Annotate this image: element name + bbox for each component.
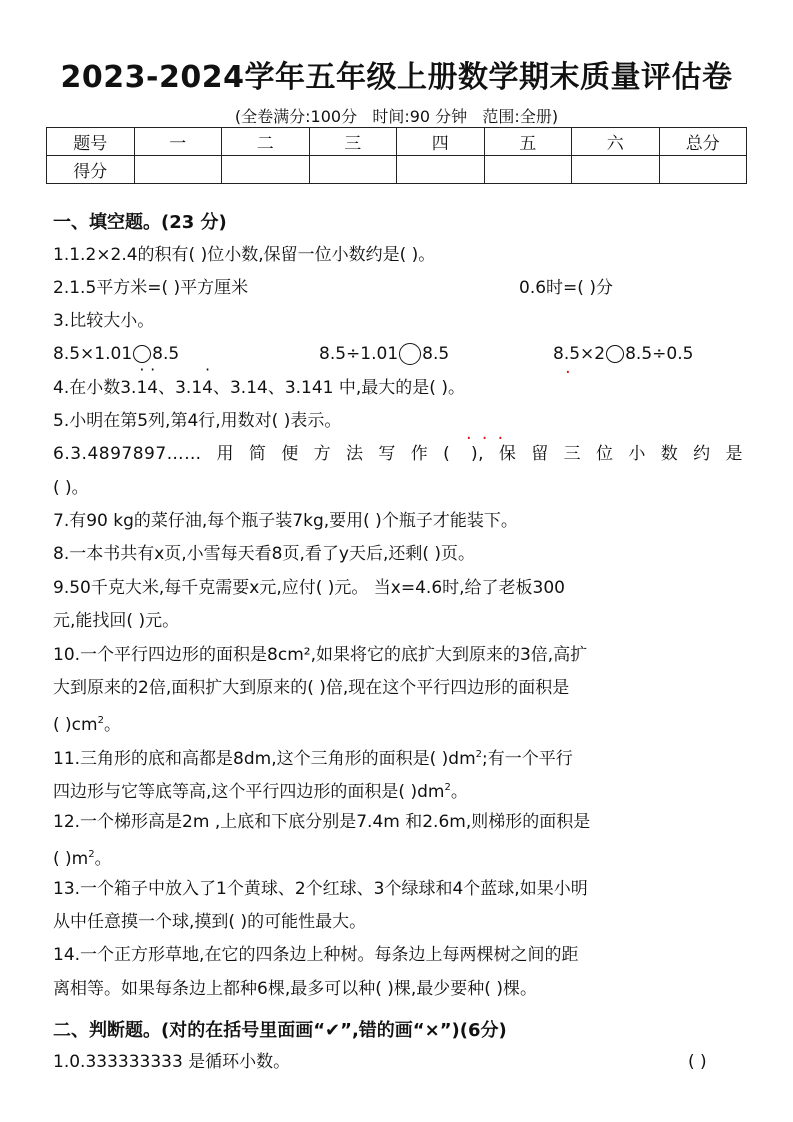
question-5: 5.小明在第5列,第4行,用数对( )表示。 — [53, 411, 342, 431]
judgement-question-1-text: 1.0.333333333 是循环小数。 — [53, 1052, 291, 1072]
question-12-line-2-end: 。 — [94, 849, 112, 869]
exam-title: 2023-2024学年五年级上册数学期末质量评估卷 — [60, 60, 733, 95]
question-2 — [53, 276, 743, 300]
score-input-cell[interactable] — [134, 156, 222, 184]
comparison-c-right: 8.5÷0.5 — [625, 344, 694, 364]
score-input-cell[interactable] — [484, 156, 572, 184]
compare-circle-icon[interactable] — [606, 345, 624, 363]
question-12-line-2-text: ( )m — [53, 849, 89, 869]
question-14-line-2: 离相等。如果每条边上都种6棵,最多可以种( )棵,最少要种( )棵。 — [53, 979, 537, 999]
comparison-b-right: 8.5 — [422, 344, 450, 364]
score-table-header-cell: 五 — [484, 128, 572, 156]
question-3: 3.比较大小。 — [53, 311, 155, 331]
question-11-line-1-text: 11.三角形的底和高都是8dm,这个三角形的面积是( )dm — [53, 749, 476, 769]
question-11-line-2-text: 四边形与它等底等高,这个平行四边形的面积是( )dm — [53, 782, 445, 802]
question-12-line-1: 12.一个梯形高是2m ,上底和下底分别是7.4m 和2.6m,则梯形的面积是 — [53, 812, 591, 832]
comparison-a — [53, 342, 179, 366]
repeating-digit: · 4 — [202, 376, 213, 400]
question-11-line-1-end: ;有一个平行 — [482, 749, 573, 769]
question-7: 7.有90 kg的菜仔油,每个瓶子装7kg,要用( )个瓶子才能装下。 — [53, 511, 518, 531]
answer-bracket[interactable]: ( ) — [688, 1052, 707, 1072]
section-2-title: 二、判断题。(对的在括号里面画“✔”,错的画“×”)(6分) — [53, 1020, 507, 1041]
score-input-cell[interactable] — [659, 156, 747, 184]
question-13-line-2: 从中任意摸一个球,摸到( )的可能性最大。 — [53, 912, 367, 932]
question-12-line-2 — [53, 843, 743, 871]
comparison-b-left: 8.5÷1.01 — [319, 344, 399, 364]
score-table-header-cell: 三 — [309, 128, 397, 156]
comparison-b — [319, 342, 449, 366]
question-6-line-1: 6.3.4897897……用简便方法写作( ),保留三位小数约是 — [53, 444, 743, 464]
score-table-header-cell: 二 — [222, 128, 310, 156]
score-input-cell[interactable] — [572, 156, 660, 184]
repeating-digit: · 4 — [147, 376, 158, 400]
question-11-line-1 — [53, 743, 743, 771]
judgement-question-1 — [53, 1050, 743, 1074]
question-6-line-2: ( )。 — [53, 478, 89, 498]
score-table-header-row — [47, 128, 747, 156]
question-10-line-3-end: 。 — [103, 715, 121, 735]
question-10-line-2: 大到原来的2倍,面积扩大到原来的( )倍,现在这个平行四边形的面积是 — [53, 678, 570, 698]
score-table — [46, 127, 747, 184]
score-table-header-cell: 总分 — [659, 128, 747, 156]
exam-subtitle: (全卷满分:100分 时间:90 分钟 范围:全册) — [234, 107, 559, 126]
red-dots-mark: ··· — [466, 428, 514, 449]
score-table-header-cell: 六 — [572, 128, 660, 156]
question-10-line-3-text: ( )cm — [53, 715, 98, 735]
question-13-line-1: 13.一个箱子中放入了1个黄球、2个红球、3个绿球和4个蓝球,如果小明 — [53, 879, 588, 899]
question-9-line-2: 元,能找回( )元。 — [53, 611, 180, 631]
question-2-part-a: 2.1.5平方米=( )平方厘米 — [53, 278, 249, 298]
comparison-c — [553, 342, 693, 366]
comparison-c-left: 8.5×2 — [553, 344, 606, 364]
score-table-header-cell: 一 — [134, 128, 222, 156]
repeating-digit: · 1 — [136, 376, 147, 400]
question-9-line-1: 9.50千克大米,每千克需要x元,应付( )元。 当x=4.6时,给了老板300 — [53, 578, 565, 598]
question-4-prefix: 4.在小数3. — [53, 378, 137, 398]
question-8: 8.一本书共有x页,小雪每天看8页,看了y天后,还剩( )页。 — [53, 544, 476, 564]
question-14-line-1: 14.一个正方形草地,在它的四条边上种树。每条边上每两棵树之间的距 — [53, 945, 579, 965]
score-table-header-cell: 题号 — [47, 128, 135, 156]
question-1: 1.1.2×2.4的积有( )位小数,保留一位小数约是( )。 — [53, 245, 436, 265]
question-10-line-1: 10.一个平行四边形的面积是8cm²,如果将它的底扩大到原来的3倍,高扩 — [53, 645, 588, 665]
question-4 — [53, 376, 743, 400]
score-input-cell[interactable] — [309, 156, 397, 184]
question-11-line-2 — [53, 776, 743, 804]
comparison-a-left: 8.5×1.01 — [53, 344, 133, 364]
question-4-mid: 、3.1 — [158, 378, 203, 398]
question-4-rest: 、3.14、3.141 中,最大的是( )。 — [212, 378, 465, 398]
score-table-header-cell: 四 — [397, 128, 485, 156]
superscript: 2 — [97, 715, 104, 726]
superscript: 2 — [475, 749, 483, 760]
section-1-title: 一、填空题。(23 分) — [53, 212, 227, 233]
superscript: 2 — [88, 849, 95, 860]
comparison-a-right: 8.5 — [152, 344, 180, 364]
superscript: 2 — [444, 782, 451, 793]
question-10-line-3 — [53, 709, 743, 737]
compare-circle-icon[interactable] — [399, 343, 421, 365]
score-input-cell[interactable] — [222, 156, 310, 184]
score-input-cell[interactable] — [397, 156, 485, 184]
question-2-part-b: 0.6时=( )分 — [519, 278, 613, 298]
score-label-cell: 得分 — [47, 156, 135, 184]
score-table-score-row — [47, 156, 747, 184]
question-11-line-2-end: 。 — [450, 782, 468, 802]
red-dot-mark: · — [565, 362, 571, 383]
